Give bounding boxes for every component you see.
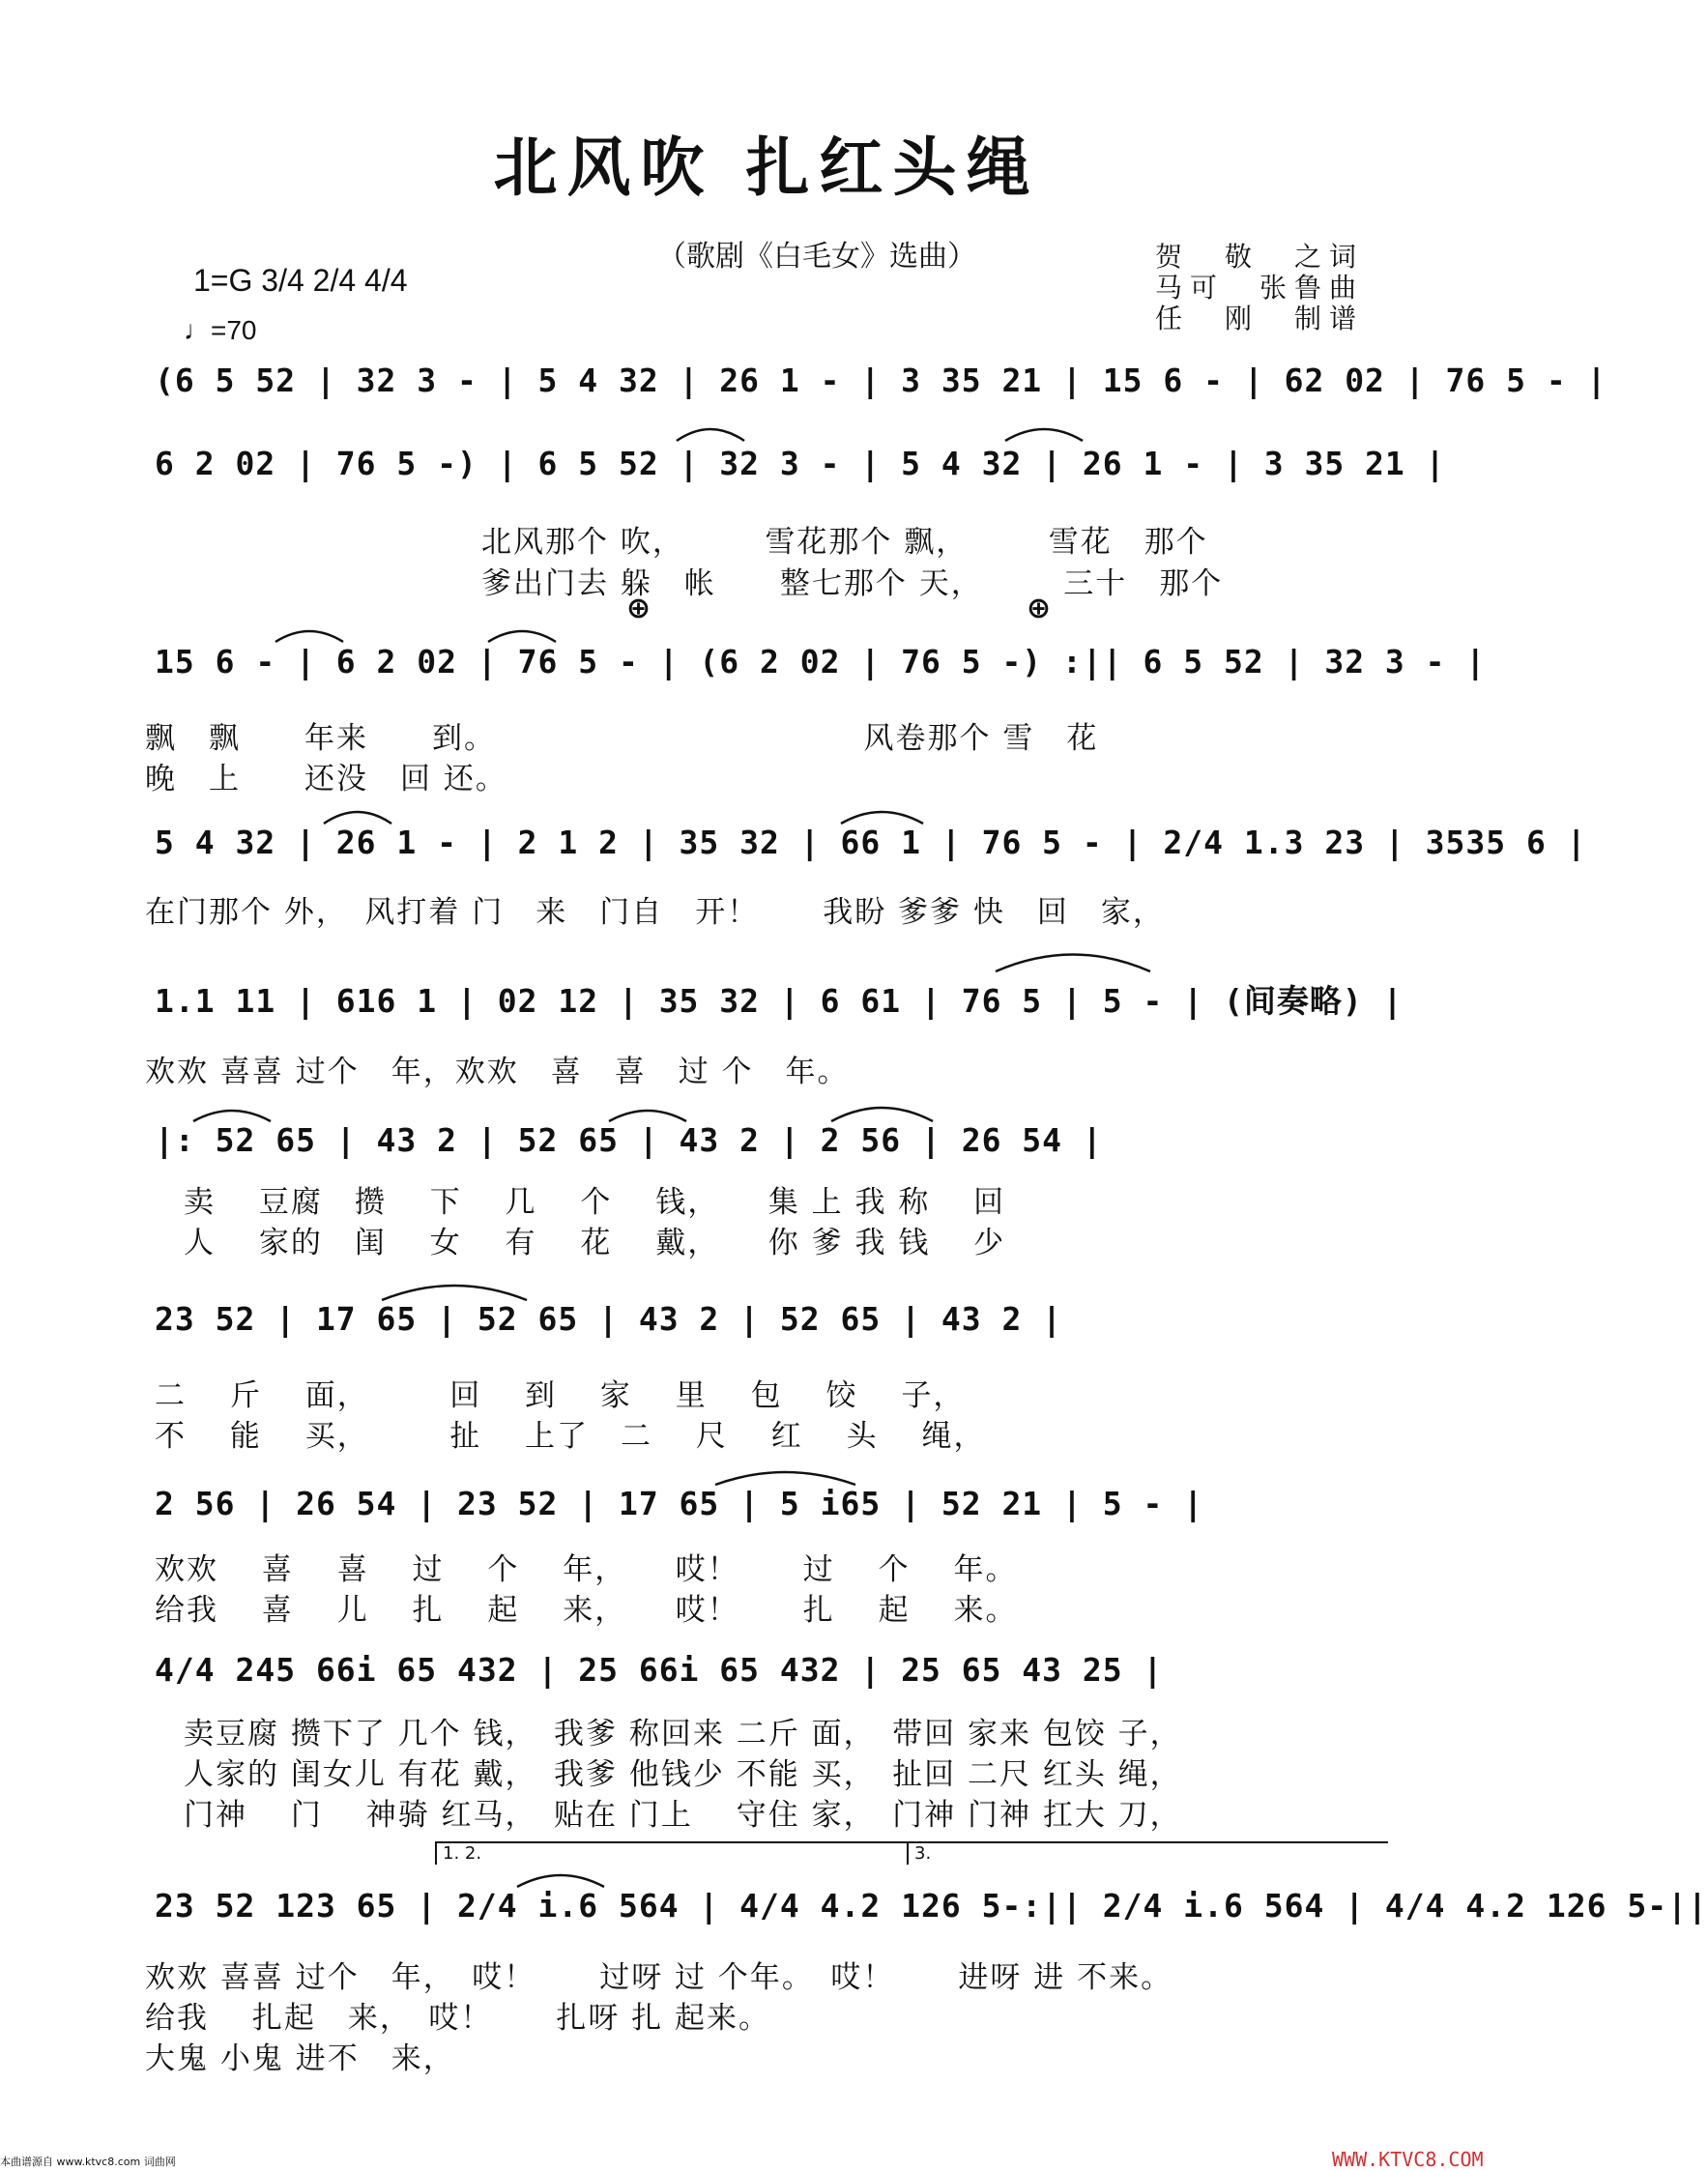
lyric-line: 北风那个 吹， 雪花那个 飘， 雪花 那个 (481, 525, 1208, 560)
key-signature: 1=G 3/4 2/4 4/4 (193, 263, 408, 298)
lyric-line: 人 家的 闺 女 有 花 戴， 你 爹 我 钱 少 (184, 1226, 1006, 1260)
lyric-line: 在门那个 外， 风打着 门 来 门自 开！ 我盼 爹爹 快 回 家， (145, 895, 1165, 930)
lyric-line: 卖 豆腐 攒 下 几 个 钱， 集 上 我 称 回 (184, 1185, 1006, 1220)
lyric-line: 爹出门去 躲 帐 整七那个 天， 三十 那个 (481, 566, 1224, 601)
lyric-line: 给我 喜 儿 扎 起 来， 哎！ 扎 起 来。 (155, 1593, 1018, 1628)
page-title: 北风吹 扎红头绳 (493, 130, 1040, 205)
tempo-mark: ♩=70 (184, 315, 257, 345)
notes: 5 4 32 | 26 1 - | 2 1 2 | 35 32 | 66 1 | 76 5 - | 2/4 1.3 23 | 3535 6 | (155, 824, 1587, 861)
lyric-line: 人家的 闺女儿 有花 戴， 我爹 他钱少 不能 买， 扯回 二尺 红头 绳， (184, 1757, 1182, 1792)
notes: 1.1 11 | 616 1 | 02 12 | 35 32 | 6 61 | 76 5 | 5 - | (间奏略) | (155, 982, 1404, 1020)
lyric-line: 欢欢 喜喜 过个 年， 哎！ 过呀 过 个年。 哎！ 进呀 进 不来。 (145, 1960, 1173, 1995)
notes: |: 52 65 | 43 2 | 52 65 | 43 2 | 2 56 | 26 54 | (155, 1121, 1103, 1159)
coda-icon: ⊕ (626, 592, 651, 625)
credit-lyricist: 贺 敬 之词 (1155, 241, 1365, 273)
notes: 15 6 - | 6 2 02 | 76 5 - | (6 2 02 | 76 5 -) :|| 6 5 52 | 32 3 - | (155, 643, 1487, 680)
footer-source: 本曲谱源自 www.ktvc8.com 词曲网 (0, 2156, 176, 2168)
subtitle: （歌剧《白毛女》选曲） (657, 240, 976, 274)
lyric-line: 晚 上 还没 回 还。 (145, 762, 507, 796)
notes: 6 2 02 | 76 5 -) | 6 5 52 | 32 3 - | 5 4 32 | 26 1 - | 3 35 21 | (155, 445, 1446, 482)
lyric-line: 大鬼 小鬼 进不 来， (145, 2041, 455, 2076)
lyric-line: 欢欢 喜 喜 过 个 年， 哎！ 过 个 年。 (155, 1552, 1018, 1587)
lyric-line: 二 斤 面， 回 到 家 里 包 饺 子， (155, 1378, 966, 1413)
lyric-line: 飘 飘 年来 到。 风卷那个 雪 花 (145, 721, 1099, 756)
second-ending: 3. (907, 1841, 1388, 1865)
notes: 23 52 | 17 65 | 52 65 | 43 2 | 52 65 | 43 2 | (155, 1300, 1063, 1338)
first-ending: 1. 2. (435, 1841, 907, 1865)
lyric-line: 不 能 买， 扯 上了 二 尺 红 头 绳， (155, 1419, 986, 1454)
lyric-line: 给我 扎起 来， 哎！ 扎呀 扎 起来。 (145, 2001, 771, 2036)
notes: (6 5 52 | 32 3 - | 5 4 32 | 26 1 - | 3 35 21 | 15 6 - | 62 02 | 76 5 - | (155, 362, 1607, 399)
lyric-line: 欢欢 喜喜 过个 年，欢欢 喜 喜 过 个 年。 (145, 1055, 850, 1089)
credit-transcriber: 任 刚 制谱 (1155, 303, 1365, 334)
lyric-line: 门神 门 神骑 红马， 贴在 门上 守住 家， 门神 门神 扛大 刀， (184, 1798, 1182, 1833)
credit-composer: 马可 张鲁曲 (1155, 272, 1365, 304)
footer-watermark: WWW.KTVC8.COM (1332, 2148, 1484, 2171)
lyric-line: 卖豆腐 攒下了 几个 钱， 我爹 称回来 二斤 面， 带回 家来 包饺 子， (184, 1717, 1182, 1751)
notes: 4/4 245 66i 65 432 | 25 66i 65 432 | 25 65 43 25 | (155, 1651, 1164, 1689)
coda-icon: ⊕ (1027, 592, 1052, 625)
notes: 23 52 123 65 | 2/4 i.6 564 | 4/4 4.2 126 5-:|| 2/4 i.6 564 | 4/4 4.2 126 5-|| (155, 1887, 1708, 1925)
notes: 2 56 | 26 54 | 23 52 | 17 65 | 5 i65 | 52 21 | 5 - | (155, 1485, 1204, 1522)
